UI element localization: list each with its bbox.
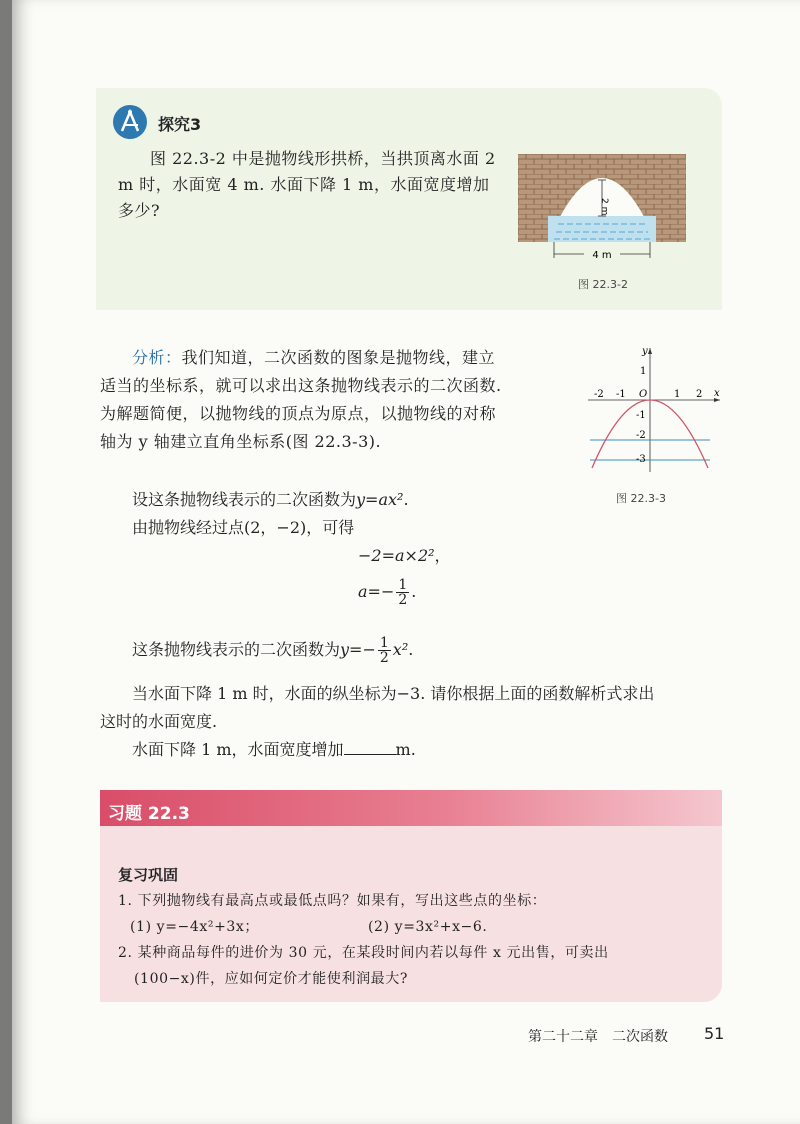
graph-x-tick: 1 bbox=[674, 389, 681, 400]
graph-y-tick: -1 bbox=[636, 410, 646, 421]
exercise-q1: 1. 下列抛物线有最高点或最低点吗？如果有，写出这些点的坐标： bbox=[118, 893, 547, 909]
analysis-paragraph bbox=[100, 344, 510, 456]
fraction: $\frac{1}{2}$ bbox=[398, 577, 408, 608]
chapter-footer: 第二十二章 二次函数 bbox=[528, 1029, 668, 1045]
analysis-text: 我们知道，二次函数的图象是抛物线，建立适当的坐标系，就可以求出这条抛物线表示的二次函数. 为解题简便，以抛物线的顶点为原点，以抛物线的对称轴为 y 轴建立直角坐标系(图 22.3-3). bbox=[100, 348, 502, 451]
exercise-title: 习题 22.3 bbox=[108, 804, 190, 824]
graph-x-tick: 2 bbox=[696, 389, 703, 400]
arch-bridge-figure bbox=[518, 154, 686, 262]
result-line: 这条抛物线表示的二次函数为y=− $\frac{1}{2}$ x². bbox=[132, 635, 414, 666]
explore-title: 探究3 bbox=[158, 115, 202, 134]
graph-y-tick: -2 bbox=[636, 430, 646, 441]
drop-line-1: 当水面下降 1 m 时，水面的纵坐标为−3. 请你根据上面的函数解析式求出 bbox=[132, 684, 655, 703]
figure-caption-22-3-3: 图 22.3-3 bbox=[616, 492, 666, 505]
drop-line-2: 这时的水面宽度. bbox=[100, 712, 218, 731]
pass-point-line: 由抛物线经过点(2，−2)，可得 bbox=[132, 518, 355, 537]
graph-x-tick: -2 bbox=[594, 389, 604, 400]
exercise-q2-line1: 2. 某种商品每件的进价为 30 元，在某段时间内若以每件 x 元出售，可卖出 bbox=[118, 945, 609, 961]
function-form: y=ax² bbox=[356, 490, 404, 509]
graph-x-tick: -1 bbox=[616, 389, 626, 400]
figure-caption-22-3-2: 图 22.3-2 bbox=[578, 278, 628, 291]
fill-in-line: 水面下降 1 m，水面宽度增加 m. bbox=[132, 740, 416, 759]
graph-x-label: x bbox=[714, 388, 720, 399]
explore-badge-icon bbox=[112, 104, 148, 140]
exercise-q1-part2: (2) y=3x²+x−6. bbox=[368, 919, 488, 935]
exercise-q1-part1: (1) y=−4x²+3x； bbox=[130, 919, 259, 935]
bridge-height-label: 2 m bbox=[599, 198, 609, 216]
answer-blank[interactable] bbox=[344, 740, 396, 755]
graph-origin-label: O bbox=[639, 389, 648, 400]
graph-y-tick: -3 bbox=[636, 454, 646, 465]
review-heading: 复习巩固 bbox=[118, 866, 179, 884]
exercise-header-bar bbox=[100, 790, 722, 826]
graph-y-tick: 1 bbox=[640, 366, 647, 377]
equation-2: a=− $\frac{1}{2}$ . bbox=[358, 577, 417, 608]
equation-1: −2=a×2²， bbox=[358, 546, 451, 565]
coordinate-graph bbox=[584, 344, 726, 474]
explore-question: 图 22.3-2 中是抛物线形拱桥，当拱顶离水面 2 m 时，水面宽 4 m. 水面下降 1 m，水面宽度增加多少? bbox=[118, 149, 496, 220]
bridge-width-label: 4 m bbox=[592, 250, 612, 261]
analysis-label: 分析： bbox=[132, 348, 182, 367]
exercise-q2-line2: (100−x)件，应如何定价才能使利润最大? bbox=[134, 971, 408, 987]
graph-y-label: y bbox=[642, 346, 648, 357]
page-number: 51 bbox=[704, 1024, 725, 1043]
set-function-line: 设这条抛物线表示的二次函数为y=ax². bbox=[132, 490, 409, 509]
fraction: $\frac{1}{2}$ bbox=[379, 635, 389, 666]
